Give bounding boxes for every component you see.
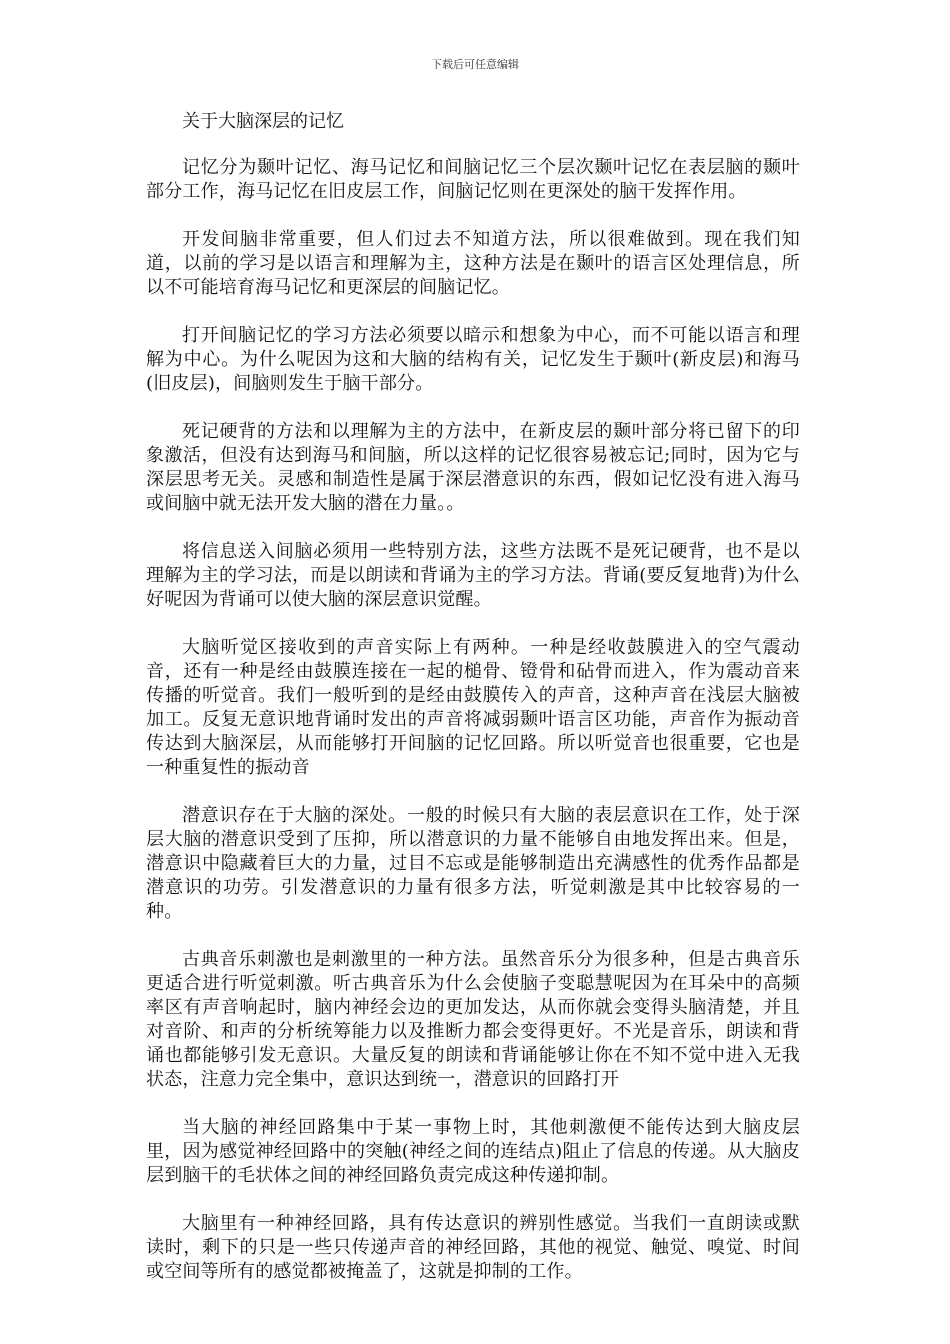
paragraph-2: 开发间脑非常重要，但人们过去不知道方法，所以很难做到。现在我们知道，以前的学习是以语言和理解为主，这种方法是在颞叶的语言区处理信息，所以不可能培育海马记忆和更深层的间脑记忆。 xyxy=(146,229,800,298)
document-body xyxy=(146,110,800,1308)
header-note: 下载后可任意编辑 xyxy=(431,58,519,71)
paragraph-10: 大脑里有一种神经回路，具有传达意识的辨别性感觉。当我们一直朗读或默读时，剩下的只是一些只传递声音的神经回路，其他的视觉、触觉、嗅觉、时间或空间等所有的感觉都被掩盖了，这就是抑制的工作。 xyxy=(146,1213,800,1282)
paragraph-4: 死记硬背的方法和以理解为主的方法中，在新皮层的颞叶部分将已留下的印象激活，但没有达到海马和间脑，所以这样的记忆很容易被忘记;同时，因为它与深层思考无关。灵感和制造性是属于深层潜意识的东西，假如记忆没有进入海马或间脑中就无法开发大脑的潜在力量。。 xyxy=(146,421,800,514)
paragraph-8: 古典音乐刺激也是刺激里的一种方法。虽然音乐分为很多种，但是古典音乐更适合进行听觉刺激。听古典音乐为什么会使脑子变聪慧呢因为在耳朵中的高频率区有声音响起时，脑内神经会边的更加发达，从而你就会变得头脑清楚，并且对音阶、和声的分析统筹能力以及推断力都会变得更好。不光是音乐，朗读和背诵也都能够引发无意识。大量反复的朗读和背诵能够让你在不知不觉中进入无我状态，注意力完全集中，意识达到统一，潜意识的回路打开 xyxy=(146,949,800,1090)
paragraph-5: 将信息送入间脑必须用一些特别方法，这些方法既不是死记硬背，也不是以理解为主的学习法，而是以朗读和背诵为主的学习方法。背诵(要反复地背)为什么好呢因为背诵可以使大脑的深层意识觉醒。 xyxy=(146,541,800,610)
paragraph-1: 记忆分为颞叶记忆、海马记忆和间脑记忆三个层次颞叶记忆在表层脑的颞叶部分工作，海马记忆在旧皮层工作，间脑记忆则在更深处的脑干发挥作用。 xyxy=(146,157,800,202)
paragraph-6: 大脑听觉区接收到的声音实际上有两种。一种是经收鼓膜进入的空气震动音，还有一种是经由鼓膜连接在一起的槌骨、镫骨和砧骨而进入，作为震动音来传播的听觉音。我们一般听到的是经由鼓膜传入的声音，这种声音在浅层大脑被加工。反复无意识地背诵时发出的声音将减弱颞叶语言区功能，声音作为振动音传达到大脑深层，从而能够打开间脑的记忆回路。所以听觉音也很重要，它也是一种重复性的振动音 xyxy=(146,637,800,778)
paragraph-7: 潜意识存在于大脑的深处。一般的时候只有大脑的表层意识在工作，处于深层大脑的潜意识受到了压抑，所以潜意识的力量不能够自由地发挥出来。但是，潜意识中隐藏着巨大的力量，过目不忘或是能够制造出充满感性的优秀作品都是潜意识的功劳。引发潜意识的力量有很多方法，听觉刺激是其中比较容易的一种。 xyxy=(146,805,800,922)
paragraph-3: 打开间脑记忆的学习方法必须要以暗示和想象为中心，而不可能以语言和理解为中心。为什么呢因为这和大脑的结构有关，记忆发生于颞叶(新皮层)和海马(旧皮层)，间脑则发生于脑干部分。 xyxy=(146,325,800,394)
document-title: 关于大脑深层的记忆 xyxy=(182,111,344,132)
paragraph-9: 当大脑的神经回路集中于某一事物上时，其他刺激便不能传达到大脑皮层里，因为感觉神经回路中的突触(神经之间的连结点)阻止了信息的传递。从大脑皮层到脑干的毛状体之间的神经回路负责完成这种传递抑制。 xyxy=(146,1117,800,1186)
